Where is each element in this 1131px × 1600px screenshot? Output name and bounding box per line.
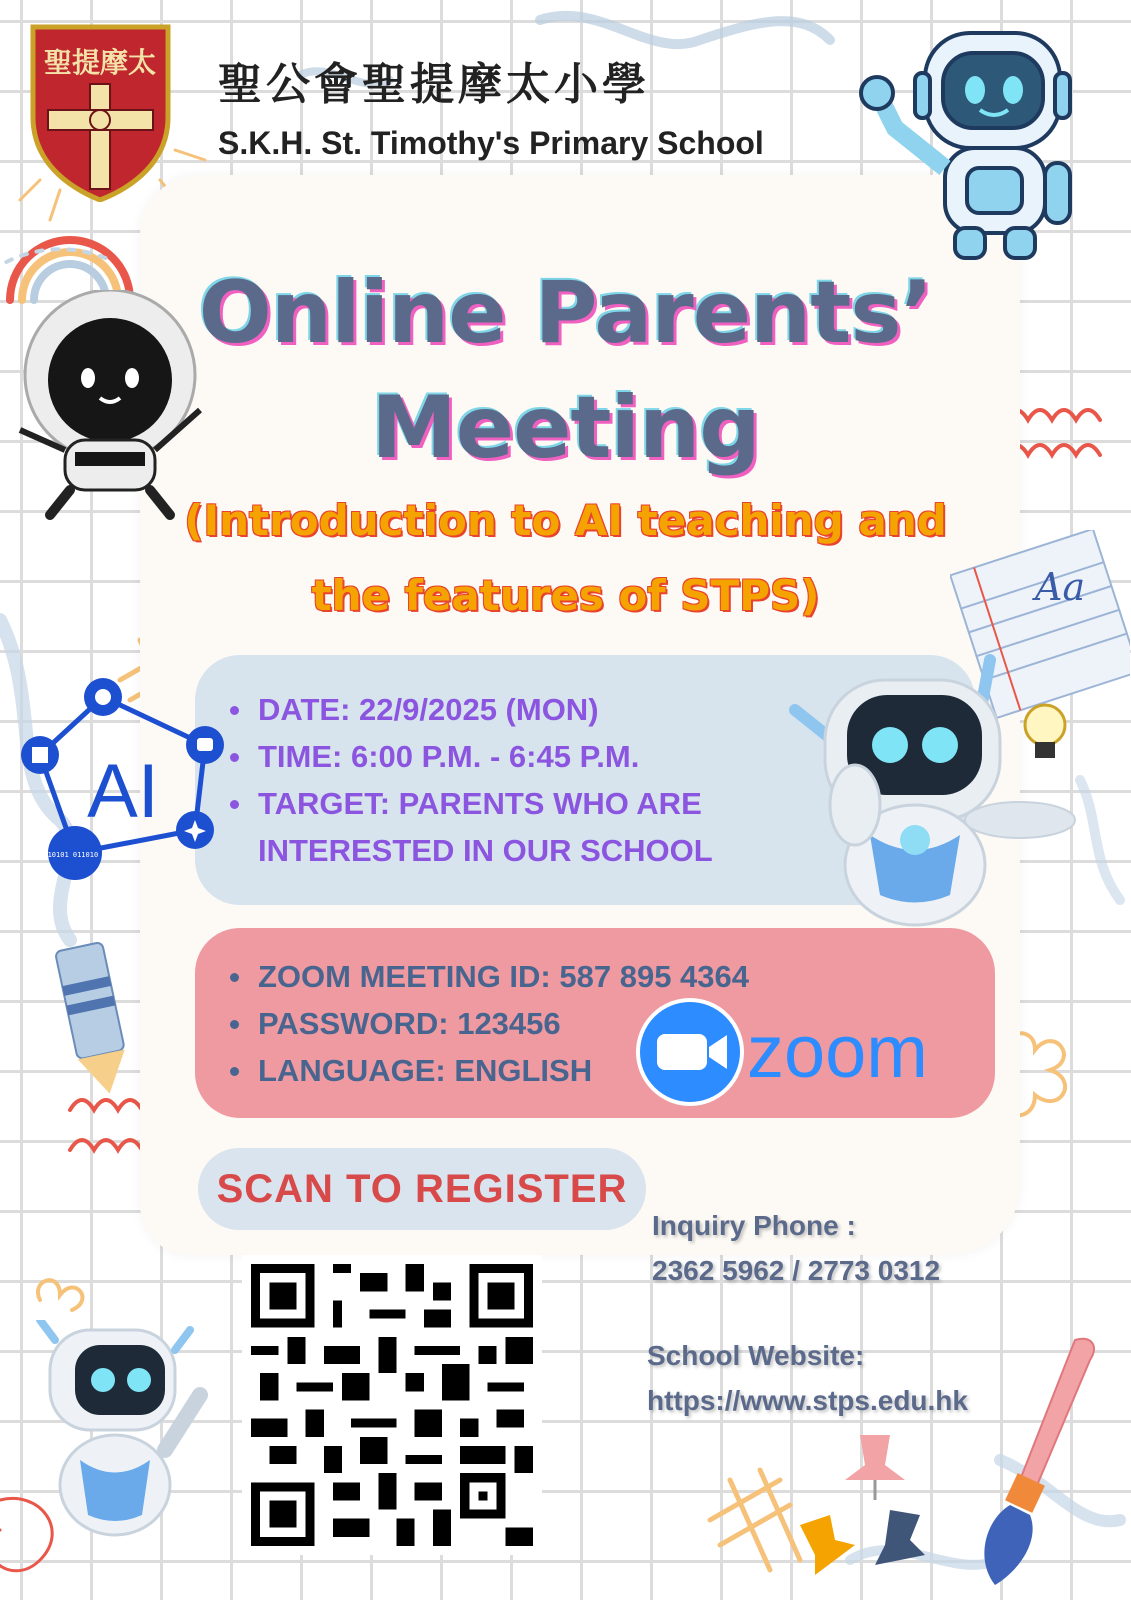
scan-to-register-label: SCAN TO REGISTER: [198, 1148, 646, 1230]
paintbrush-icon: [965, 1330, 1115, 1600]
school-website-label: School Website:: [647, 1340, 865, 1371]
subtitle-line-2: the features of STPS): [311, 571, 820, 620]
inquiry-phone-label: Inquiry Phone :: [652, 1210, 856, 1241]
title-line-2: Meeting: [371, 378, 760, 478]
pencil-icon: [45, 935, 145, 1105]
subtitle-line-1: (Introduction to AI teaching and: [184, 496, 947, 545]
robot-small-icon: [15, 1320, 215, 1550]
push-pin-icons: [790, 1425, 960, 1595]
school-website-link[interactable]: https://www.stps.edu.hk: [647, 1385, 968, 1416]
event-details-list: [228, 686, 713, 874]
date-item: DATE: 22/9/2025 (MON): [228, 686, 713, 733]
password-item: PASSWORD: 123456: [228, 1000, 749, 1047]
school-crest-logo: [28, 22, 173, 202]
robot-lightbulb-icon: [785, 650, 1095, 940]
zoom-logo-text: zoom: [747, 1010, 928, 1093]
robot-waving-icon: [855, 18, 1095, 263]
zoom-logo-icon: [635, 997, 955, 1107]
zoom-meeting-id-item: ZOOM MEETING ID: 587 895 4364: [228, 953, 749, 1000]
ai-badge-binary: 100 10101 011010 0001: [30, 851, 120, 859]
ai-network-icon: [15, 675, 230, 885]
notebook-text: Aa: [1035, 565, 1086, 609]
target-item-continued: INTERESTED IN OUR SCHOOL: [258, 833, 713, 868]
registration-qr-code[interactable]: [242, 1255, 542, 1555]
target-item: TARGET: PARENTS WHO ARE: [228, 780, 713, 827]
title-line-1: Online Parents’: [198, 263, 933, 363]
crest-text: 聖提摩太: [43, 46, 157, 79]
school-name-chinese: 聖公會聖提摩太小學: [218, 59, 650, 110]
inquiry-phone-value: 2362 5962 / 2773 0312: [652, 1255, 941, 1286]
language-item: LANGUAGE: ENGLISH: [228, 1047, 749, 1094]
ai-badge-label: AI: [87, 749, 159, 834]
school-name-english: S.K.H. St. Timothy's Primary School: [218, 125, 764, 161]
qr-code-icon: [242, 1255, 542, 1555]
time-item: TIME: 6:00 P.M. - 6:45 P.M.: [228, 733, 713, 780]
